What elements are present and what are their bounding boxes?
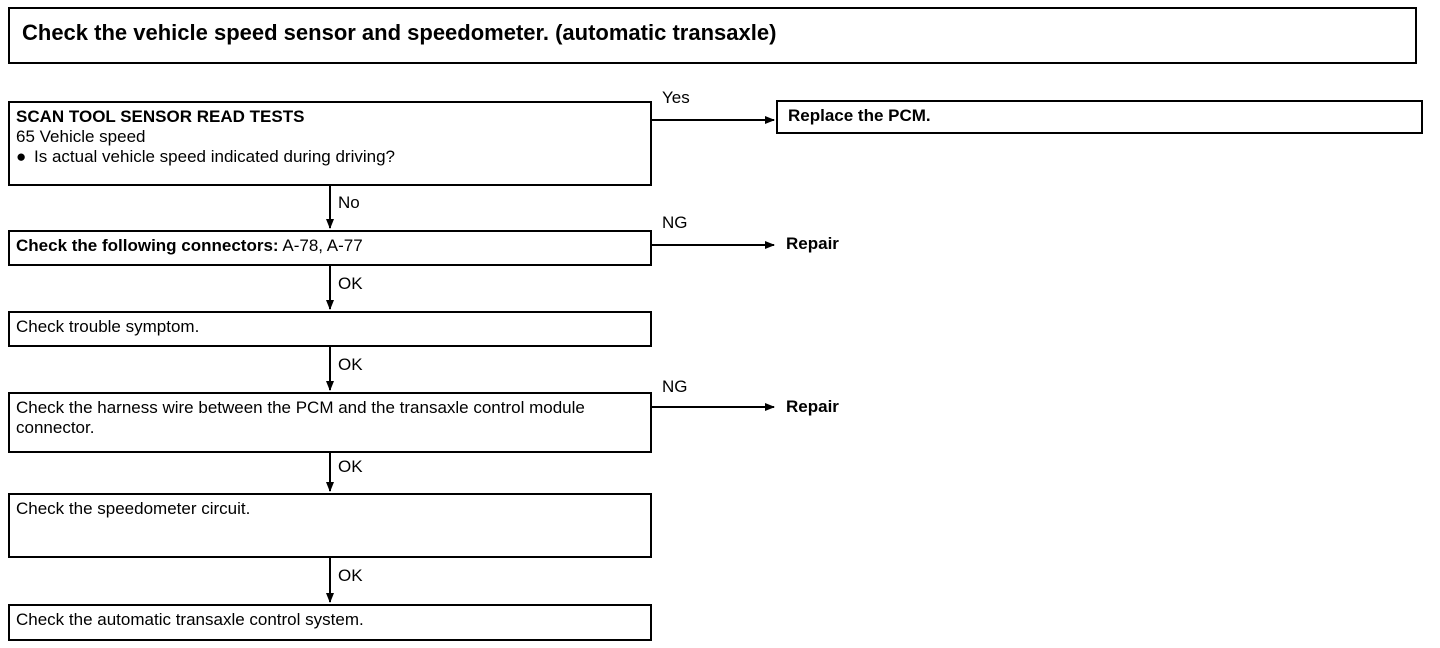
- step-check-speedometer: Check the speedometer circuit.: [8, 493, 652, 558]
- scan-question: Is actual vehicle speed indicated during driving?: [34, 147, 396, 166]
- scan-item: 65 Vehicle speed: [16, 127, 146, 146]
- label-ng-2: NG: [662, 377, 688, 396]
- label-ok-4: OK: [338, 566, 363, 585]
- bullet-icon: ●: [16, 147, 27, 166]
- connectors-label: Check the following connectors:: [16, 236, 279, 255]
- label-ok-2: OK: [338, 355, 363, 374]
- step-scan-tool: [8, 101, 652, 186]
- result-repair-2: Repair: [786, 397, 839, 416]
- step-check-harness: Check the harness wire between the PCM and the transaxle control module connector.: [8, 392, 652, 453]
- label-ng-1: NG: [662, 213, 688, 232]
- label-ok-3: OK: [338, 457, 363, 476]
- step-check-transaxle: Check the automatic transaxle control system.: [8, 604, 652, 641]
- diagram-title: Check the vehicle speed sensor and speedometer. (automatic transaxle): [8, 7, 1417, 64]
- result-replace-pcm: Replace the PCM.: [776, 100, 1423, 134]
- connectors-list: A-78, A-77: [278, 236, 363, 255]
- step-check-connectors: [8, 230, 652, 266]
- step-check-symptom: Check trouble symptom.: [8, 311, 652, 347]
- result-repair-1: Repair: [786, 234, 839, 253]
- label-no: No: [338, 193, 360, 212]
- label-yes: Yes: [662, 88, 690, 107]
- scan-question-row: [16, 147, 644, 167]
- scan-heading: SCAN TOOL SENSOR READ TESTS: [16, 107, 305, 126]
- label-ok-1: OK: [338, 274, 363, 293]
